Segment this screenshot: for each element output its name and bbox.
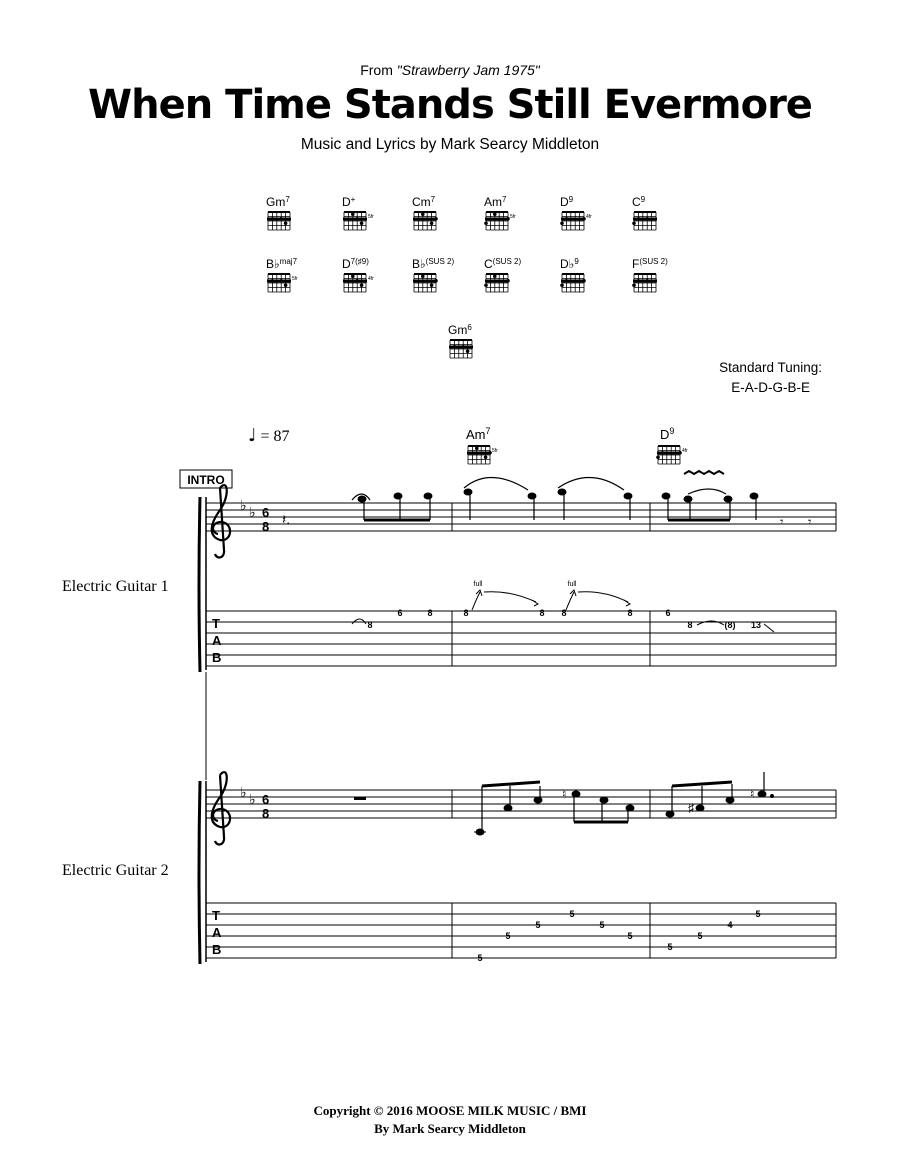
svg-text:4: 4 [727, 920, 733, 930]
tab-letter-a: A [212, 925, 222, 940]
instrument-name-guitar-1: Electric Guitar 1 [62, 578, 169, 595]
svg-text:4fr: 4fr [682, 448, 688, 454]
svg-text:5: 5 [505, 931, 511, 941]
brace-guitar-2 [199, 781, 200, 964]
svg-text:D7(♯9): $D^{7(♯9)}$ [342, 257, 369, 271]
svg-text:C9: $C^9$ [632, 195, 646, 209]
svg-text:4fr: 4fr [586, 214, 592, 220]
svg-text:5: 5 [755, 909, 761, 919]
bend-label: full [567, 581, 577, 588]
time-sig-top: 6 [262, 505, 270, 520]
whole-rest-icon [354, 797, 366, 800]
flat-icon: ♭ [240, 497, 247, 513]
svg-text:8: 8 [627, 608, 633, 618]
svg-text:(8): (8) [724, 620, 736, 630]
guitar-2-standard-staff [206, 772, 836, 844]
svg-text:D♭9: D♭$^9$ [560, 257, 579, 271]
guitar-1-standard-staff [206, 471, 836, 557]
svg-text:Gm7: Gm$^7$ [266, 195, 290, 209]
svg-text:13: 13 [750, 620, 762, 630]
svg-text:4fr: 4fr [368, 276, 374, 282]
flat-icon: ♭ [249, 504, 256, 520]
copyright-notice [0, 1102, 900, 1138]
flat-icon: ♭ [240, 784, 247, 800]
svg-text:𝄾: 𝄾 [808, 514, 812, 529]
flat-icon: ♭ [249, 791, 256, 807]
svg-text:𝄾: 𝄾 [780, 514, 784, 529]
svg-text:♯: ♯ [688, 801, 694, 815]
notes-measure-3 [666, 772, 774, 817]
svg-text:C(SUS 2): $C^{(SUS 2)}$ [484, 257, 522, 271]
tab-letter-a: A [212, 633, 222, 648]
quarter-note-icon: ♩ [248, 425, 257, 446]
svg-text:5: 5 [627, 931, 633, 941]
svg-text:5: 5 [667, 942, 673, 952]
treble-clef-icon [212, 772, 230, 844]
svg-text:♮: ♮ [562, 787, 567, 801]
byline: Music and Lyrics by Mark Searcy Middleton [300, 136, 600, 153]
notes-measure-2 [464, 477, 632, 520]
svg-text:5: 5 [535, 920, 541, 930]
chord-symbol-d9 [656, 426, 688, 464]
svg-text:5: 5 [569, 909, 575, 919]
tab-letter-b: B [212, 650, 222, 665]
svg-text:5fr: 5fr [368, 214, 374, 220]
svg-text:B♭maj7: B♭$^{maj7}$ [266, 257, 298, 271]
section-label: INTRO [187, 473, 225, 487]
svg-text:8: 8 [367, 620, 373, 630]
svg-text:5: 5 [697, 931, 703, 941]
copyright-line: Copyright © 2016 MOOSE MILK MUSIC / BMI [313, 1103, 587, 1118]
tab-letter-t: T [212, 616, 220, 631]
svg-text:5fr: 5fr [292, 276, 298, 282]
svg-text:♮: ♮ [750, 787, 755, 801]
svg-text:Am7: Am$^7$ [466, 426, 491, 442]
svg-text:Cm7: Cm$^7$ [412, 195, 436, 209]
chord-symbol-am7 [466, 426, 498, 464]
time-sig-bottom: 8 [262, 519, 270, 534]
tab-letter-t: T [212, 908, 220, 923]
svg-text:Gm6: Gm$^6$ [448, 323, 472, 337]
svg-text:5: 5 [477, 953, 483, 963]
treble-clef-icon [212, 485, 230, 557]
song-title: When Time Stands Still Evermore [88, 82, 812, 128]
guitar-2-tab-staff [206, 903, 836, 963]
svg-text:8: 8 [539, 608, 545, 618]
brace-guitar-1 [199, 497, 200, 672]
bend-label: full [473, 581, 483, 588]
time-sig-top: 6 [262, 792, 270, 807]
rest-icon: 𝄽. [282, 511, 291, 527]
svg-text:5fr: 5fr [492, 448, 498, 454]
notes-measure-3 [662, 471, 812, 529]
svg-text:8: 8 [427, 608, 433, 618]
guitar-1-tab-staff [206, 581, 836, 666]
source-album: "Strawberry Jam 1975" [396, 62, 540, 78]
svg-text:5fr: 5fr [510, 214, 516, 220]
time-sig-bottom: 8 [262, 806, 270, 821]
svg-text:5: 5 [599, 920, 605, 930]
tab-letter-b: B [212, 942, 222, 957]
notes-measure-1 [352, 493, 432, 520]
svg-text:Am7: Am$^7$ [484, 195, 507, 209]
tuning-value: E-A-D-G-B-E [731, 380, 810, 395]
svg-text:D9: $D^9$ [660, 426, 675, 442]
tempo-value: = 87 [260, 428, 290, 445]
tuning-label: Standard Tuning: [719, 360, 822, 375]
svg-text:6: 6 [397, 608, 403, 618]
source-line: From "Strawberry Jam 1975" [360, 62, 540, 78]
copyright-author: By Mark Searcy Middleton [374, 1121, 526, 1136]
svg-text:B♭(SUS 2): B♭$^{(SUS 2)}$ [412, 257, 455, 271]
svg-text:8: 8 [561, 608, 567, 618]
svg-text:D+: D+ [342, 195, 356, 209]
svg-text:6: 6 [665, 608, 671, 618]
instrument-name-guitar-2: Electric Guitar 2 [62, 862, 169, 879]
svg-text:F(SUS 2): $F^{(SUS 2)}$ [632, 257, 668, 271]
svg-text:8: 8 [687, 620, 693, 630]
svg-text:D9: $D^9$ [560, 195, 574, 209]
svg-text:8: 8 [463, 608, 469, 618]
